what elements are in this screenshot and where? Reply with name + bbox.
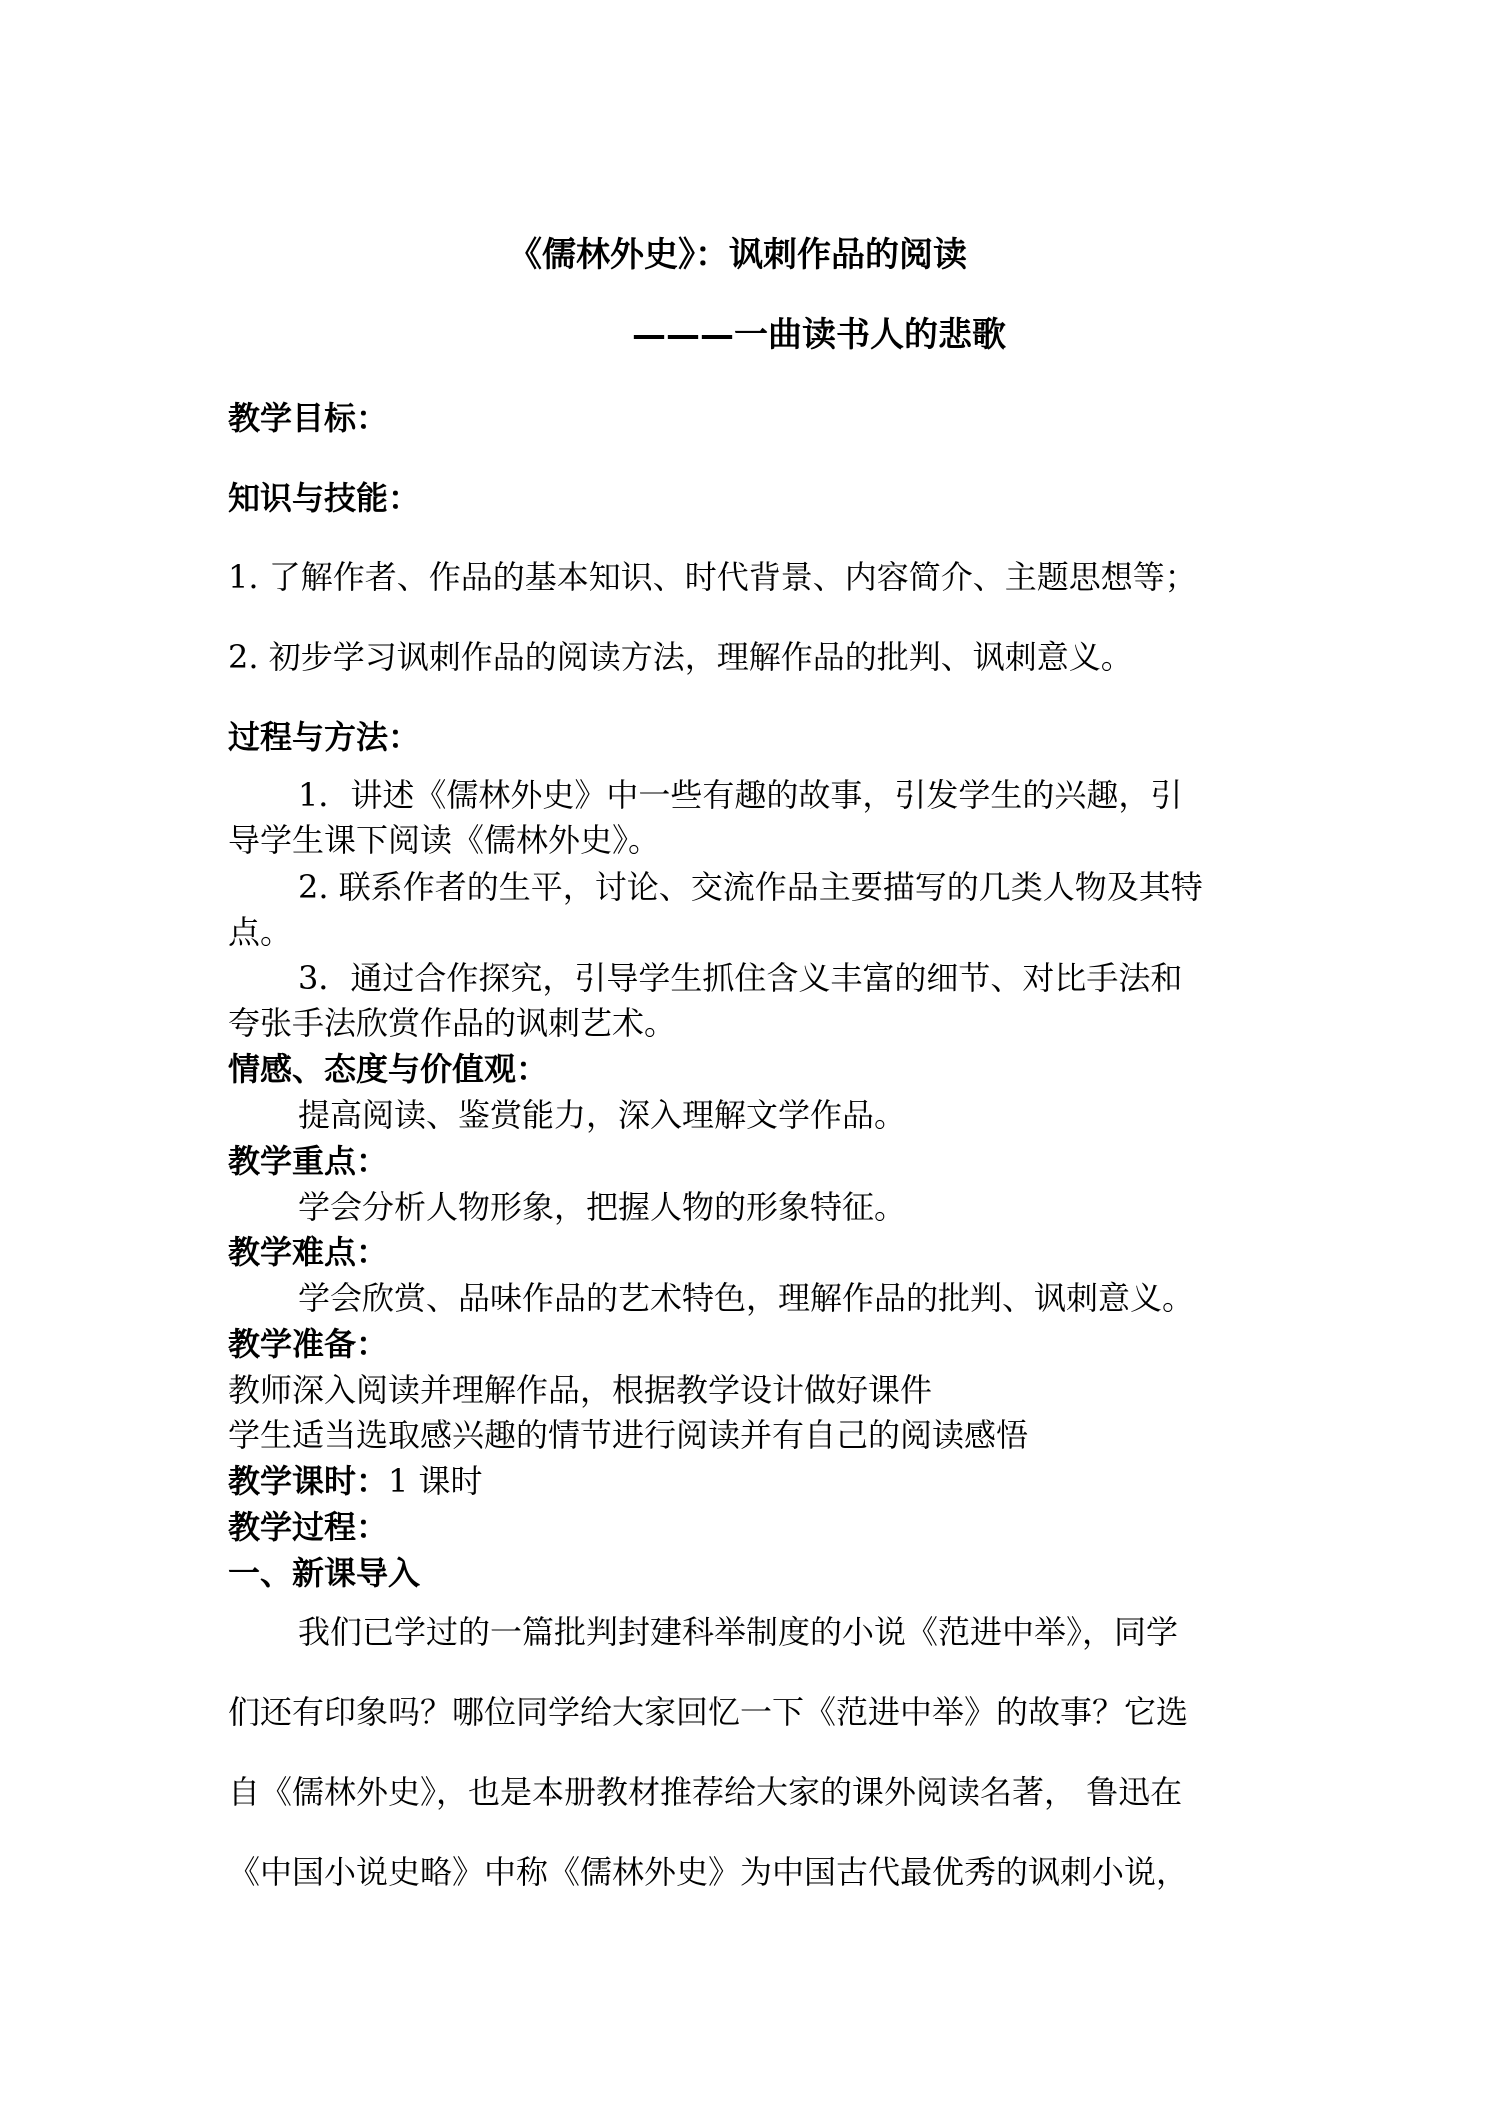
emotion-text: 提高阅读、鉴赏能力，深入理解文学作品。 [298, 1096, 907, 1134]
prep-line: 学生适当选取感兴趣的情节进行阅读并有自己的阅读感悟 [228, 1416, 1029, 1454]
process-line: 3．通过合作探究，引导学生抓住含义丰富的细节、对比手法和 [298, 959, 1183, 997]
intro-line: 自《儒林外史》，也是本册教材推荐给大家的课外阅读名著， 鲁迅在 [228, 1773, 1183, 1811]
process-line: 点。 [228, 913, 293, 951]
process-line: 导学生课下阅读《儒林外史》。 [228, 821, 661, 859]
prep-line: 教师深入阅读并理解作品，根据教学设计做好课件 [228, 1371, 933, 1409]
difficulty-text: 学会欣赏、品味作品的艺术特色，理解作品的批判、讽刺意义。 [298, 1279, 1195, 1317]
emotion-heading: 情感、态度与价值观： [228, 1050, 549, 1088]
document-title: 《儒林外史》：讽刺作品的阅读 [508, 235, 967, 275]
section-heading: 一、新课导入 [228, 1554, 421, 1592]
intro-line: 们还有印象吗？哪位同学给大家回忆一下《范进中举》的故事？它选 [228, 1693, 1189, 1731]
knowledge-item: 1. 了解作者、作品的基本知识、时代背景、内容简介、主题思想等； [228, 558, 1197, 596]
key-heading: 教学重点： [228, 1142, 389, 1180]
intro-line: 我们已学过的一篇批判封建科举制度的小说《范进中举》，同学 [298, 1613, 1179, 1651]
hours-value: 1 课时 [388, 1462, 483, 1500]
process-heading: 过程与方法： [228, 718, 421, 756]
process-line: 2. 联系作者的生平，讨论、交流作品主要描写的几类人物及其特 [298, 868, 1203, 906]
teaching-process-heading: 教学过程： [228, 1508, 389, 1546]
objectives-heading: 教学目标： [228, 399, 389, 437]
knowledge-heading: 知识与技能： [228, 479, 421, 517]
knowledge-item: 2. 初步学习讽刺作品的阅读方法，理解作品的批判、讽刺意义。 [228, 638, 1133, 676]
process-line: 1．讲述《儒林外史》中一些有趣的故事，引发学生的兴趣，引 [298, 776, 1183, 814]
prep-heading: 教学准备： [228, 1325, 389, 1363]
document-subtitle: ———一曲读书人的悲歌 [632, 315, 1006, 355]
intro-line: 《中国小说史略》中称《儒林外史》为中国古代最优秀的讽刺小说， [228, 1853, 1189, 1891]
hours-line [228, 1461, 483, 1501]
hours-label: 教学课时： [228, 1462, 389, 1500]
process-line: 夸张手法欣赏作品的讽刺艺术。 [228, 1004, 677, 1042]
difficulty-heading: 教学难点： [228, 1233, 389, 1271]
key-text: 学会分析人物形象，把握人物的形象特征。 [298, 1188, 907, 1226]
